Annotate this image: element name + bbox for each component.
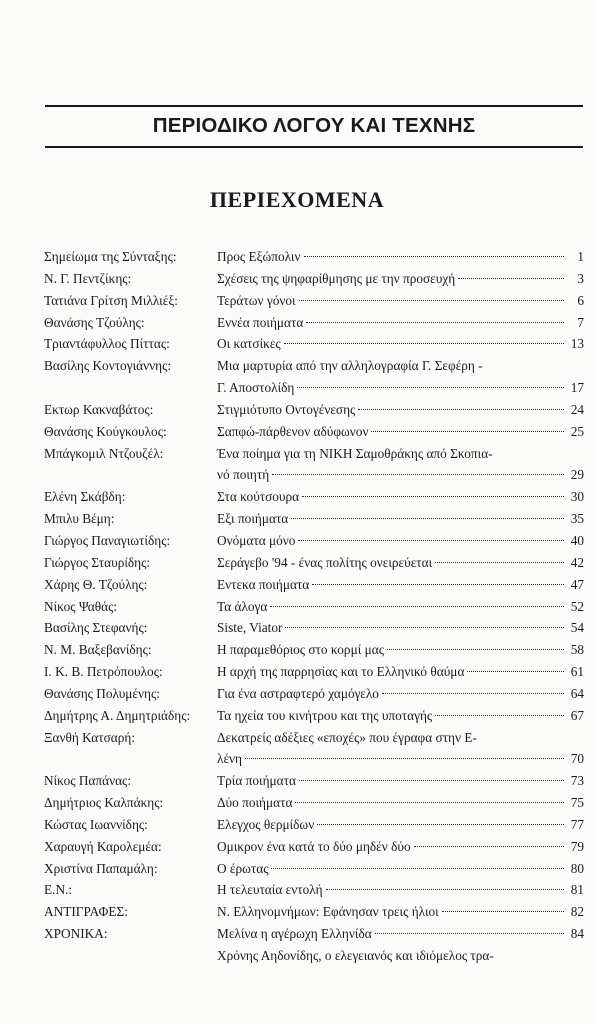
toc-title-line — [217, 464, 584, 486]
toc-page-number: 73 — [570, 773, 584, 789]
contents-heading: ΠΕΡΙΕΧΟΜΕΝΑ — [209, 187, 385, 212]
toc-entry — [44, 858, 584, 880]
toc-title-block — [217, 727, 584, 771]
toc-title-line — [217, 748, 584, 770]
dot-leader — [302, 496, 564, 497]
toc-page-number: 80 — [570, 860, 584, 876]
toc-page-number: 82 — [570, 904, 584, 920]
toc-page-number: 67 — [570, 707, 584, 723]
toc-title-block — [217, 770, 584, 792]
toc-author: Γιώργος Σταυρίδης: — [44, 554, 151, 570]
toc-title-line — [217, 574, 584, 596]
toc-title-text: Για ένα αστραφτερό χαμόγελο — [217, 685, 379, 701]
toc-title-block — [217, 530, 584, 552]
toc-title-line — [217, 639, 584, 661]
toc-entry — [44, 312, 584, 334]
toc-title-text: Η αρχή της παρρησίας και το Ελληνικό θαύμα — [217, 664, 465, 680]
toc-title-block — [217, 923, 584, 945]
toc-author: Θανάσης Τζούλης: — [44, 314, 145, 330]
toc-page-number: 7 — [577, 314, 584, 330]
toc-title-text: Εξι ποιήματα — [217, 511, 289, 527]
toc-author: Γιώργος Παναγιωτίδης: — [44, 532, 171, 548]
toc-title-block — [217, 246, 584, 268]
toc-entry — [44, 530, 584, 552]
toc-title-text: Στα κούτσουρα — [217, 489, 300, 505]
toc-page-number: 1 — [577, 249, 584, 264]
toc-entry — [44, 683, 584, 705]
toc-author: Θανάσης Πολυμένης: — [44, 685, 160, 701]
toc-title-line — [217, 246, 584, 268]
dot-leader — [442, 911, 564, 912]
toc-title-line — [217, 836, 584, 858]
toc-title-line — [217, 770, 584, 792]
toc-title-block — [217, 574, 584, 596]
toc-author: ΑΝΤΙΓΡΑΦΕΣ: — [44, 904, 128, 920]
toc-title-text: Τεράτων γόνοι — [217, 292, 296, 308]
toc-page-number: 24 — [570, 401, 584, 417]
toc-title-line — [217, 399, 584, 421]
toc-author: Δημήτριος Καλπάκης: — [44, 795, 164, 811]
toc-title-text: Ένα ποίημα για τη ΝΙΚΗ Σαμοθράκης από Σκοπια- — [217, 445, 493, 461]
toc-page-number: 64 — [570, 685, 584, 701]
toc-author: Σημείωμα της Σύνταξης: — [44, 249, 177, 264]
toc-entry — [44, 770, 584, 792]
toc-title-block — [217, 617, 584, 639]
toc-entry — [44, 661, 584, 683]
toc-title-line — [217, 945, 584, 967]
dot-leader — [467, 671, 564, 672]
toc-entry — [44, 552, 584, 574]
toc-title-text: Σαπφώ-πάρθενον αδύφωνον — [217, 423, 369, 439]
toc-title-text: Σεράγεβο '94 - ένας πολίτης ονειρεύεται — [217, 554, 433, 570]
toc-title-block — [217, 443, 584, 487]
toc-title-block — [217, 836, 584, 858]
toc-title-text: νό ποιητή — [217, 467, 270, 483]
toc-page-number: 3 — [577, 270, 584, 286]
toc-entry — [44, 486, 584, 508]
toc-title-block — [217, 333, 584, 355]
toc-title-block — [217, 290, 584, 312]
toc-title-block — [217, 399, 584, 421]
dot-leader — [435, 562, 564, 563]
dot-leader — [306, 322, 564, 323]
toc-page-number: 6 — [577, 292, 584, 308]
toc-title-text: Siste, Viator — [217, 620, 283, 636]
toc-entry — [44, 268, 584, 290]
toc-title-line — [217, 421, 584, 443]
toc-entry — [44, 421, 584, 443]
toc-title-line — [217, 683, 584, 705]
toc-author: Χαραυγή Καρολεμέα: — [44, 838, 162, 854]
toc-author: Τριαντάφυλλος Πίττας: — [44, 336, 170, 352]
toc-author: Θανάσης Κούγκουλος: — [44, 423, 167, 439]
dot-leader — [304, 256, 564, 257]
dot-leader — [291, 518, 564, 519]
toc-title-block — [217, 705, 584, 727]
toc-title-block — [217, 508, 584, 530]
toc-entry — [44, 399, 584, 421]
toc-title-line — [217, 443, 584, 465]
toc-title-line — [217, 268, 584, 290]
toc-title-text: Οι κατσίκες — [217, 336, 281, 352]
dot-leader — [245, 758, 564, 759]
toc-title-line — [217, 312, 584, 334]
toc-author: Νίκος Παπάνας: — [44, 773, 132, 789]
toc-entry — [44, 246, 584, 268]
toc-title-line — [217, 355, 584, 377]
toc-entry — [44, 923, 584, 945]
toc-title-line — [217, 923, 584, 945]
dot-leader — [295, 802, 564, 803]
toc-title-block — [217, 879, 584, 901]
dot-leader — [285, 627, 564, 628]
toc-author: Βασίλης Στεφανής: — [44, 620, 148, 636]
toc-entry — [44, 355, 584, 399]
toc-title-line — [217, 901, 584, 923]
toc-author: Κώστας Ιωαννίδης: — [44, 816, 148, 832]
dot-leader — [317, 824, 564, 825]
toc-title-text: Χρόνης Αηδονίδης, ο ελεγειανός και ιδιόμελος τρα- — [217, 948, 494, 963]
toc-page-number: 54 — [570, 620, 584, 636]
toc-page-number: 81 — [570, 882, 584, 898]
toc-entry — [44, 596, 584, 618]
toc-title-text: λένη — [217, 751, 242, 767]
toc-entry — [44, 879, 584, 901]
toc-title-line — [217, 814, 584, 836]
toc-author: Μπάγκομιλ Ντζουζέλ: — [44, 445, 164, 461]
dot-leader — [298, 540, 564, 541]
toc-title-text: Η τελευταία εντολή — [217, 882, 323, 898]
dot-leader — [297, 387, 564, 388]
toc-author: Ελένη Σκάβδη: — [44, 489, 126, 505]
toc-title-block — [217, 312, 584, 334]
masthead-bottom-rule — [45, 146, 583, 148]
toc-title-line — [217, 792, 584, 814]
dot-leader — [371, 431, 564, 432]
toc-page-number: 75 — [570, 795, 584, 811]
dot-leader — [358, 409, 564, 410]
dot-leader — [414, 846, 564, 847]
toc-author: ΧΡΟΝΙΚΑ: — [44, 926, 108, 942]
toc-entry — [44, 727, 584, 771]
toc-entry — [44, 639, 584, 661]
toc-title-line — [217, 377, 584, 399]
toc-title-line — [217, 552, 584, 574]
toc-title-text: Δύο ποιήματα — [217, 795, 293, 811]
toc-author: Ξανθή Κατσαρή: — [44, 729, 136, 745]
toc-entry — [44, 574, 584, 596]
toc-title-text: Ν. Ελληνομνήμων: Εφάνησαν τρεις ήλιοι — [217, 904, 439, 920]
toc-author: Ν. Γ. Πεντζίκης: — [44, 270, 132, 286]
toc-title-line — [217, 858, 584, 880]
toc-title-line — [217, 486, 584, 508]
toc-page-number: 61 — [570, 664, 584, 680]
toc-title-block — [217, 486, 584, 508]
toc-entry — [44, 814, 584, 836]
toc-title-text: Η παραμεθόριος στο κορμί μας — [217, 642, 384, 658]
toc-page-number: 25 — [570, 423, 584, 439]
toc-entry — [44, 836, 584, 858]
toc-title-text: Ελεγχος θερμίδων — [217, 816, 315, 832]
toc-entry — [44, 792, 584, 814]
toc-title-text: Γ. Αποστολίδη — [217, 380, 295, 396]
toc-title-block — [217, 355, 584, 399]
toc-title-block — [217, 596, 584, 618]
toc-entry — [44, 508, 584, 530]
toc-title-text: Δεκατρείς αδέξιες «εποχές» που έγραφα στην Ε- — [217, 729, 477, 745]
toc-title-line — [217, 290, 584, 312]
dot-leader — [271, 868, 564, 869]
toc-author: Ν. Μ. Βαξεβανίδης: — [44, 642, 152, 658]
toc-author: Ι. Κ. Β. Πετρόπουλος: — [44, 664, 163, 680]
toc-title-block — [217, 814, 584, 836]
toc-title-line — [217, 727, 584, 749]
toc-page-number: 52 — [570, 598, 584, 614]
toc-title-text: Σχέσεις της ψηφαρίθμησης με την προσευχή — [217, 270, 456, 286]
toc-title-block — [217, 552, 584, 574]
toc-title-block — [217, 792, 584, 814]
masthead-top-rule — [45, 105, 583, 107]
toc-title-block — [217, 421, 584, 443]
toc-title-text: Μελίνα η αγέρωχη Ελληνίδα — [217, 926, 372, 942]
toc-title-block — [217, 639, 584, 661]
toc-page-number: 13 — [570, 336, 584, 352]
toc-page-number: 79 — [570, 838, 584, 854]
toc-title-text: Τρία ποιήματα — [217, 773, 296, 789]
toc-page-number: 84 — [570, 926, 584, 942]
toc-entry — [44, 705, 584, 727]
toc-entry — [44, 901, 584, 923]
toc-page-number: 40 — [570, 532, 584, 548]
dot-leader — [458, 278, 564, 279]
toc-page-number: 77 — [570, 816, 584, 832]
toc-title-text: Ο έρωτας — [217, 860, 269, 876]
toc-page-number: 42 — [570, 554, 584, 570]
toc-title-text: Προς Εξώπολιν — [217, 249, 301, 264]
toc-title-text: Εντεκα ποιήματα — [217, 576, 310, 592]
toc-author: Ε.Ν.: — [44, 882, 73, 898]
toc-page-number: 30 — [570, 489, 584, 505]
toc-entry — [44, 290, 584, 312]
journal-masthead: ΠΕΡΙΟΔΙΚΟ ΛΟΓΟΥ ΚΑΙ ΤΕΧΝΗΣ — [152, 114, 476, 137]
toc-title-line — [217, 530, 584, 552]
dot-leader — [284, 343, 564, 344]
toc-entry — [44, 443, 584, 487]
toc-author: Δημήτρης Α. Δημητριάδης: — [44, 707, 191, 723]
toc-title-line — [217, 879, 584, 901]
dot-leader — [326, 889, 564, 890]
toc-title-line — [217, 508, 584, 530]
toc-title-block — [217, 661, 584, 683]
dot-leader — [387, 649, 564, 650]
toc-page-number: 70 — [570, 751, 584, 767]
dot-leader — [270, 606, 564, 607]
toc-title-block — [217, 858, 584, 880]
toc-title-line — [217, 333, 584, 355]
dot-leader — [272, 474, 564, 475]
toc-author: Χάρης Θ. Τζούλης: — [44, 576, 148, 592]
toc-page-number: 47 — [570, 576, 584, 592]
table-of-contents — [44, 246, 584, 967]
toc-title-text: Τα άλογα — [217, 598, 268, 614]
toc-title-block — [217, 683, 584, 705]
toc-title-block — [217, 901, 584, 923]
toc-title-text: Ομικρον ένα κατά το δύο μηδέν δύο — [217, 838, 411, 854]
toc-page-number: 29 — [570, 467, 584, 483]
dot-leader — [299, 780, 564, 781]
toc-title-text: Τα ηχεία του κινήτρου και της υποταγής — [217, 707, 433, 723]
dot-leader — [299, 300, 564, 301]
toc-entry — [44, 333, 584, 355]
toc-entry — [44, 617, 584, 639]
toc-page-number: 58 — [570, 642, 584, 658]
toc-entry — [44, 945, 584, 967]
toc-title-text: Ονόματα μόνο — [217, 532, 296, 548]
toc-author: Χριστίνα Παπαμάλη: — [44, 860, 158, 876]
toc-title-text: Στιγμιότυπο Οντογένεσης — [217, 401, 356, 417]
toc-author: Εκτωρ Κακναβάτος: — [44, 401, 154, 417]
toc-title-block — [217, 268, 584, 290]
toc-author: Βασίλης Κοντογιάννης: — [44, 358, 172, 374]
toc-page-number: 17 — [570, 380, 584, 396]
toc-title-line — [217, 705, 584, 727]
toc-title-block — [217, 945, 584, 967]
dot-leader — [435, 715, 564, 716]
dot-leader — [375, 933, 564, 934]
toc-title-text: Μια μαρτυρία από την αλληλογραφία Γ. Σεφέρη - — [217, 358, 483, 374]
toc-page-number: 35 — [570, 511, 584, 527]
toc-author: Μπιλυ Βέμη: — [44, 511, 115, 527]
toc-author: Τατιάνα Γρίτση Μιλλιέξ: — [44, 292, 178, 308]
toc-author: Νίκος Ψαθάς: — [44, 598, 118, 614]
toc-title-line — [217, 661, 584, 683]
dot-leader — [312, 584, 564, 585]
toc-title-text: Εννέα ποιήματα — [217, 314, 304, 330]
toc-title-line — [217, 596, 584, 618]
toc-title-line — [217, 617, 584, 639]
dot-leader — [382, 693, 564, 694]
